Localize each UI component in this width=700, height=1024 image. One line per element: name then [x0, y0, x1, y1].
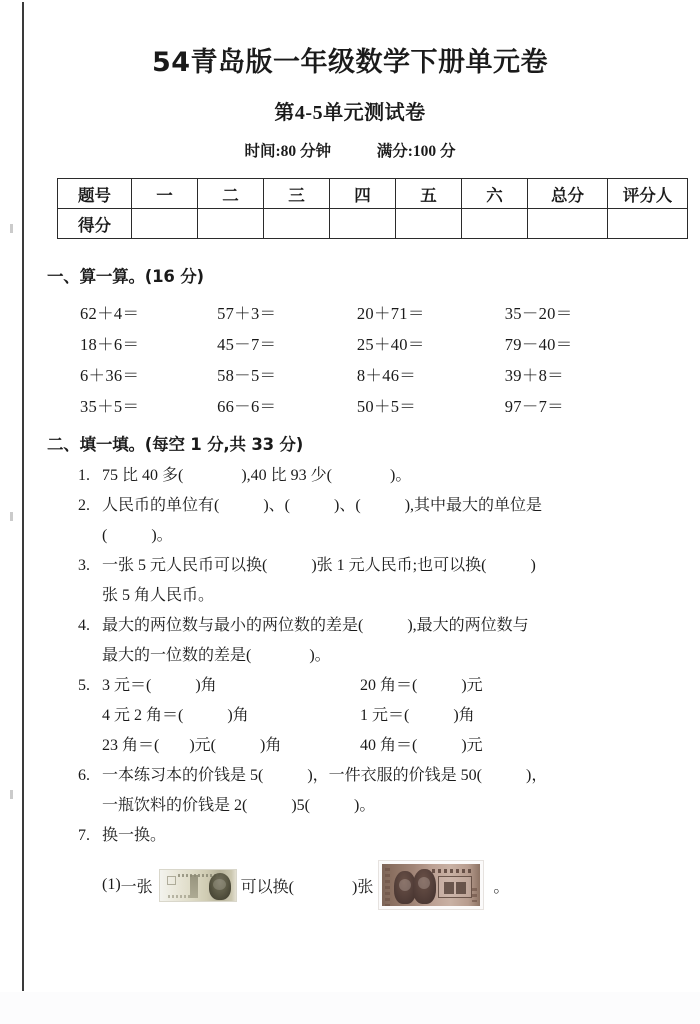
item-text: ),其中最大的单位是	[404, 497, 543, 514]
item-text: 最大的两位数与最小的两位数的差是(	[102, 617, 364, 634]
page-subtitle: 第4-5单元测试卷	[274, 102, 426, 124]
arithmetic-problem: 57＋3＝	[217, 303, 277, 323]
banknote-denomination-panel	[438, 876, 472, 898]
section-1-heading: 一、算一算。(16 分)	[47, 267, 204, 286]
item-text: )角	[195, 677, 217, 694]
banknote-portrait	[209, 873, 231, 900]
table-row-scores	[58, 209, 688, 239]
item-text: 。	[493, 878, 510, 896]
item-number: 5.	[78, 677, 90, 694]
item-title: 换一换。	[102, 827, 167, 844]
banknote-seal	[167, 876, 176, 885]
arithmetic-problem: 66－6＝	[217, 396, 277, 416]
item-text: )5(	[291, 797, 310, 814]
item-text: )	[530, 557, 536, 574]
arithmetic-row	[80, 296, 640, 327]
item-text: 最大的一位数的差是(	[102, 647, 252, 664]
item-text: 人民币的单位有(	[102, 497, 220, 514]
item-text: )。	[390, 467, 412, 484]
item-number: 4.	[78, 617, 90, 634]
fill-item-7	[78, 821, 622, 851]
item-body	[102, 461, 622, 491]
fill-item-6	[78, 761, 622, 791]
item-text: 20 角＝(	[360, 677, 418, 694]
item-body	[102, 611, 622, 641]
conversion-row	[102, 701, 622, 731]
banknote-serial	[168, 895, 192, 898]
sub-item-number: (1)	[102, 876, 121, 893]
item-text: )，一件衣服的价钱是 50(	[307, 767, 483, 784]
arithmetic-grid	[0, 296, 640, 420]
item-text: 1 元＝(	[360, 707, 410, 724]
item-number: 1.	[78, 467, 90, 484]
item-text: 可以换(	[240, 878, 295, 896]
section-2-heading: 二、填一填。(每空 1 分,共 33 分)	[47, 435, 304, 454]
arithmetic-problem: 97－7＝	[504, 396, 564, 416]
one-jiao-banknote-image	[379, 861, 483, 909]
item-text: ),40 比 93 少(	[241, 467, 333, 484]
arithmetic-problem: 8＋46＝	[356, 365, 417, 385]
score-table	[57, 178, 688, 239]
item-text: )元	[461, 737, 483, 754]
arithmetic-problem: 25＋40＝	[356, 334, 425, 354]
conversion-left	[102, 701, 360, 731]
item-number: 6.	[78, 767, 90, 784]
arithmetic-problem: 50＋5＝	[356, 396, 417, 416]
item-text: )角	[260, 737, 282, 754]
fill-item-5	[78, 671, 622, 761]
item-number: 3.	[78, 557, 90, 574]
score-blank-4[interactable]	[330, 209, 396, 239]
table-cell-column-2: 二	[198, 179, 264, 209]
score-blank-1[interactable]	[132, 209, 198, 239]
score-blank-rater[interactable]	[608, 209, 688, 239]
item-text: ),最大的两位数与	[407, 617, 529, 634]
item-body	[102, 551, 622, 581]
conversion-row	[102, 671, 622, 701]
arithmetic-problem: 39＋8＝	[504, 365, 564, 385]
arithmetic-problem: 18＋6＝	[80, 334, 140, 354]
item-body	[102, 671, 622, 761]
arithmetic-problem: 62＋4＝	[80, 303, 140, 323]
fill-item-2	[78, 491, 622, 521]
score-blank-total[interactable]	[528, 209, 608, 239]
arithmetic-row	[80, 389, 640, 420]
fill-item-2-continuation	[78, 521, 622, 551]
score-table-wrapper	[0, 178, 700, 239]
item-text: (	[102, 527, 108, 544]
item-text: )、(	[263, 497, 291, 514]
conversion-left	[102, 671, 360, 701]
item-text: )。	[309, 647, 331, 664]
item-text: 3 元＝(	[102, 677, 152, 694]
item-text: )。	[354, 797, 376, 814]
item-text: 75 比 40 多(	[102, 467, 184, 484]
banknote-microtext	[432, 869, 472, 873]
arithmetic-problem: 35－20＝	[504, 303, 573, 323]
table-cell-rater: 评分人	[608, 179, 688, 209]
fill-item-6-continuation	[78, 791, 622, 821]
conversion-right	[360, 671, 622, 701]
score-blank-2[interactable]	[198, 209, 264, 239]
money-exchange-row	[0, 861, 700, 909]
item-text: )角	[227, 707, 249, 724]
item-text: 一本练习本的价钱是 5(	[102, 767, 264, 784]
score-blank-6[interactable]	[462, 209, 528, 239]
fill-item-3-continuation: 张 5 角人民币。	[102, 587, 215, 604]
table-cell-column-3: 三	[264, 179, 330, 209]
one-yuan-banknote-image	[159, 869, 237, 902]
exam-meta	[0, 139, 700, 161]
table-cell-row-label: 题号	[58, 179, 132, 209]
item-number: 7.	[78, 827, 90, 844]
item-text: )张 1 元人民币;也可以换(	[311, 557, 487, 574]
score-blank-3[interactable]	[264, 209, 330, 239]
item-text: 一张	[120, 878, 153, 896]
banknote-edge-pattern	[385, 868, 390, 908]
fill-item-4-continuation	[78, 641, 622, 671]
arithmetic-row	[80, 358, 640, 389]
item-text: 4 元 2 角＝(	[102, 707, 184, 724]
item-text: )。	[151, 527, 173, 544]
fill-item-3	[78, 551, 622, 581]
total-score-label: 满分:100 分	[376, 143, 456, 160]
item-body	[102, 761, 622, 791]
item-text: 40 角＝(	[360, 737, 418, 754]
page-title: 54青岛版一年级数学下册单元卷	[151, 47, 549, 78]
fill-item-4	[78, 611, 622, 641]
table-cell-column-6: 六	[462, 179, 528, 209]
conversion-row	[102, 731, 622, 761]
time-limit-label: 时间:80 分钟	[244, 143, 331, 160]
table-cell-column-5: 五	[396, 179, 462, 209]
table-cell-total: 总分	[528, 179, 608, 209]
arithmetic-problem: 79－40＝	[504, 334, 573, 354]
arithmetic-problem: 35＋5＝	[80, 396, 140, 416]
arithmetic-problem: 6＋36＝	[80, 365, 140, 385]
banknote-edge-pattern	[472, 888, 477, 902]
item-body	[102, 491, 622, 521]
item-text: 一张 5 元人民币可以换(	[102, 557, 268, 574]
banknote-portrait	[413, 869, 436, 904]
fill-in-items	[0, 461, 622, 851]
arithmetic-problem: 20＋71＝	[356, 303, 425, 323]
item-text: 一瓶饮料的价钱是 2(	[102, 797, 248, 814]
table-cell-row-label: 得分	[58, 209, 132, 239]
table-row-header	[58, 179, 688, 209]
item-text: )张	[352, 878, 374, 896]
item-number: 2.	[78, 497, 90, 514]
item-text: )、(	[334, 497, 361, 514]
conversion-left	[102, 731, 360, 761]
score-blank-5[interactable]	[396, 209, 462, 239]
arithmetic-problem: 58－5＝	[217, 365, 277, 385]
item-text: )角	[453, 707, 475, 724]
table-cell-column-1: 一	[132, 179, 198, 209]
item-text: )，	[526, 767, 548, 784]
arithmetic-row	[80, 327, 640, 358]
conversion-right	[360, 701, 622, 731]
table-cell-column-4: 四	[330, 179, 396, 209]
conversion-right	[360, 731, 622, 761]
item-text: )元(	[189, 737, 217, 754]
fill-item-1	[78, 461, 622, 491]
arithmetic-problem: 45－7＝	[217, 334, 277, 354]
item-text: 23 角＝(	[102, 737, 160, 754]
item-text: )元	[461, 677, 483, 694]
